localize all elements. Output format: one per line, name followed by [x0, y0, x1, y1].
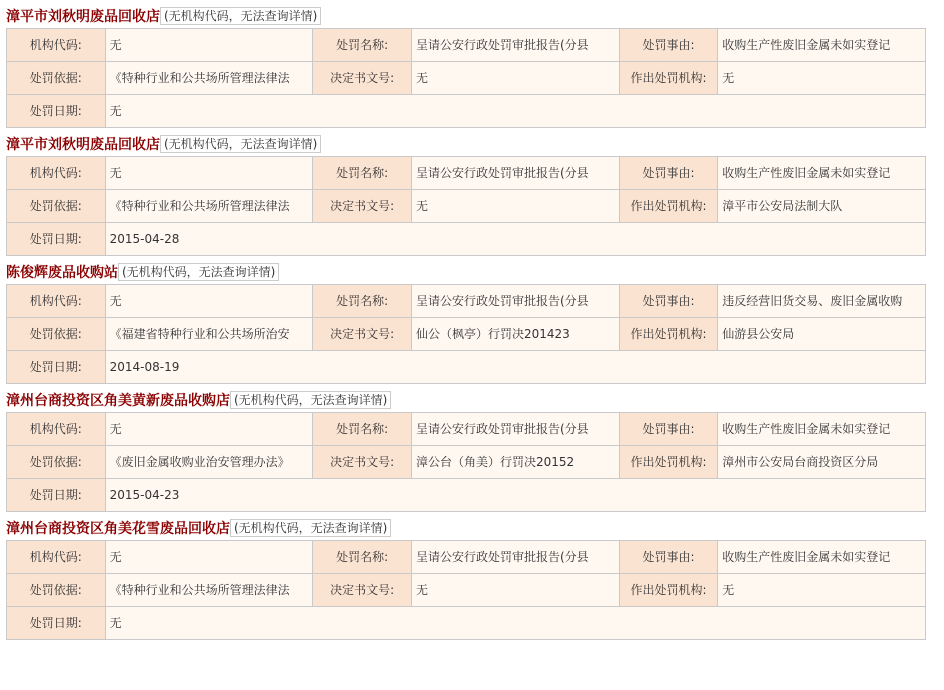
org-code-text: 无 — [109, 293, 122, 308]
table-row — [7, 479, 926, 512]
decision-no-value — [411, 446, 619, 479]
penalty-date-value — [105, 351, 925, 384]
decision-no-label: 决定书文号: — [313, 62, 412, 95]
penalty-reason-label: 处罚事由: — [619, 541, 718, 574]
penalty-reason-text: 收购生产性废旧金属未如实登记 — [722, 165, 891, 180]
decision-no-text: 仙公（枫亭）行罚决201423 — [415, 326, 570, 341]
issuing-org-value — [718, 318, 926, 351]
record-company-name[interactable]: 漳平市刘秋明废品回收店 — [6, 9, 160, 25]
record-no-code-note: (无机构代码，无法查询详情) — [230, 391, 391, 409]
issuing-org-label: 作出处罚机构: — [619, 446, 718, 479]
penalty-name-label: 处罚名称: — [313, 541, 412, 574]
issuing-org-text: 漳平市公安局法制大队 — [722, 198, 843, 213]
penalty-date-text: 无 — [109, 615, 122, 630]
penalty-name-value — [411, 157, 619, 190]
org-code-value — [105, 541, 313, 574]
org-code-label: 机构代码: — [7, 413, 106, 446]
issuing-org-label: 作出处罚机构: — [619, 190, 718, 223]
penalty-name-text: 呈请公安行政处罚审批报告(分县 — [415, 421, 589, 436]
org-code-value — [105, 413, 313, 446]
org-code-label: 机构代码: — [7, 157, 106, 190]
penalty-record — [6, 512, 926, 640]
decision-no-value — [411, 62, 619, 95]
record-header — [6, 384, 926, 412]
penalty-date-text: 2015-04-23 — [109, 487, 180, 502]
penalty-reason-value — [718, 29, 926, 62]
issuing-org-value — [718, 62, 926, 95]
penalty-name-value — [411, 541, 619, 574]
penalty-date-label: 处罚日期: — [7, 479, 106, 512]
issuing-org-value — [718, 190, 926, 223]
record-header — [6, 0, 926, 28]
penalty-record — [6, 256, 926, 384]
record-header — [6, 128, 926, 156]
penalty-date-value — [105, 479, 925, 512]
penalty-basis-value — [105, 446, 313, 479]
penalty-date-label: 处罚日期: — [7, 223, 106, 256]
record-detail-table — [6, 284, 926, 384]
org-code-text: 无 — [109, 37, 122, 52]
org-code-text: 无 — [109, 421, 122, 436]
record-header — [6, 512, 926, 540]
penalty-basis-label: 处罚依据: — [7, 318, 106, 351]
penalty-date-text: 无 — [109, 103, 122, 118]
penalty-reason-value — [718, 541, 926, 574]
penalty-basis-text: 《特种行业和公共场所管理法律法 — [109, 70, 290, 85]
penalty-basis-value — [105, 190, 313, 223]
record-company-name[interactable]: 陈俊辉废品收购站 — [6, 265, 118, 281]
record-detail-table — [6, 156, 926, 256]
issuing-org-text: 仙游县公安局 — [722, 326, 795, 341]
penalty-reason-label: 处罚事由: — [619, 29, 718, 62]
table-row — [7, 62, 926, 95]
record-company-name[interactable]: 漳州台商投资区角美黄新废品收购店 — [6, 393, 230, 409]
table-row — [7, 223, 926, 256]
penalty-record — [6, 0, 926, 128]
issuing-org-label: 作出处罚机构: — [619, 318, 718, 351]
penalty-date-value — [105, 95, 925, 128]
decision-no-value — [411, 574, 619, 607]
decision-no-value — [411, 318, 619, 351]
penalty-reason-text: 收购生产性废旧金属未如实登记 — [722, 549, 891, 564]
org-code-value — [105, 285, 313, 318]
penalty-date-value — [105, 607, 925, 640]
decision-no-text: 漳公台（角美）行罚决20152 — [415, 454, 575, 469]
issuing-org-text: 无 — [722, 582, 735, 597]
penalty-basis-value — [105, 62, 313, 95]
org-code-value — [105, 157, 313, 190]
record-no-code-note: (无机构代码，无法查询详情) — [160, 7, 321, 25]
table-row — [7, 541, 926, 574]
penalty-reason-label: 处罚事由: — [619, 413, 718, 446]
decision-no-label: 决定书文号: — [313, 190, 412, 223]
penalty-record — [6, 384, 926, 512]
penalty-reason-label: 处罚事由: — [619, 285, 718, 318]
penalty-name-text: 呈请公安行政处罚审批报告(分县 — [415, 165, 589, 180]
penalty-basis-text: 《福建省特种行业和公共场所治安 — [109, 326, 290, 341]
record-no-code-note: (无机构代码，无法查询详情) — [118, 263, 279, 281]
penalty-date-text: 2014-08-19 — [109, 359, 180, 374]
penalty-basis-value — [105, 574, 313, 607]
penalty-reason-value — [718, 413, 926, 446]
penalty-basis-value — [105, 318, 313, 351]
issuing-org-value — [718, 574, 926, 607]
table-row — [7, 95, 926, 128]
table-row — [7, 413, 926, 446]
penalty-reason-value — [718, 285, 926, 318]
table-row — [7, 607, 926, 640]
decision-no-label: 决定书文号: — [313, 318, 412, 351]
org-code-label: 机构代码: — [7, 541, 106, 574]
decision-no-text: 无 — [415, 198, 428, 213]
decision-no-value — [411, 190, 619, 223]
penalty-basis-label: 处罚依据: — [7, 62, 106, 95]
issuing-org-label: 作出处罚机构: — [619, 62, 718, 95]
record-detail-table — [6, 28, 926, 128]
penalty-basis-text: 《特种行业和公共场所管理法律法 — [109, 198, 290, 213]
penalty-date-text: 2015-04-28 — [109, 231, 180, 246]
table-row — [7, 318, 926, 351]
penalty-basis-text: 《废旧金属收购业治安管理办法》 — [109, 454, 290, 469]
penalty-reason-text: 收购生产性废旧金属未如实登记 — [722, 421, 891, 436]
penalty-name-value — [411, 285, 619, 318]
penalty-name-text: 呈请公安行政处罚审批报告(分县 — [415, 549, 589, 564]
penalty-name-label: 处罚名称: — [313, 285, 412, 318]
penalty-basis-label: 处罚依据: — [7, 574, 106, 607]
decision-no-label: 决定书文号: — [313, 446, 412, 479]
penalty-date-label: 处罚日期: — [7, 95, 106, 128]
penalty-name-label: 处罚名称: — [313, 29, 412, 62]
penalty-reason-text: 违反经营旧货交易、废旧金属收购 — [722, 293, 903, 308]
table-row — [7, 29, 926, 62]
record-header — [6, 256, 926, 284]
table-row — [7, 446, 926, 479]
penalty-basis-text: 《特种行业和公共场所管理法律法 — [109, 582, 290, 597]
table-row — [7, 574, 926, 607]
decision-no-text: 无 — [415, 70, 428, 85]
org-code-text: 无 — [109, 165, 122, 180]
penalty-name-label: 处罚名称: — [313, 157, 412, 190]
penalty-reason-text: 收购生产性废旧金属未如实登记 — [722, 37, 891, 52]
table-row — [7, 351, 926, 384]
org-code-label: 机构代码: — [7, 285, 106, 318]
issuing-org-value — [718, 446, 926, 479]
penalty-name-label: 处罚名称: — [313, 413, 412, 446]
table-row — [7, 190, 926, 223]
penalty-basis-label: 处罚依据: — [7, 446, 106, 479]
penalty-name-text: 呈请公安行政处罚审批报告(分县 — [415, 293, 589, 308]
table-row — [7, 285, 926, 318]
penalty-date-label: 处罚日期: — [7, 351, 106, 384]
penalty-name-value — [411, 413, 619, 446]
issuing-org-text: 无 — [722, 70, 735, 85]
record-detail-table — [6, 540, 926, 640]
penalty-date-value — [105, 223, 925, 256]
decision-no-text: 无 — [415, 582, 428, 597]
penalty-name-value — [411, 29, 619, 62]
issuing-org-text: 漳州市公安局台商投资区分局 — [722, 454, 879, 469]
penalty-date-label: 处罚日期: — [7, 607, 106, 640]
record-company-name[interactable]: 漳州台商投资区角美花雪废品回收店 — [6, 521, 230, 537]
org-code-value — [105, 29, 313, 62]
penalty-basis-label: 处罚依据: — [7, 190, 106, 223]
issuing-org-label: 作出处罚机构: — [619, 574, 718, 607]
penalty-name-text: 呈请公安行政处罚审批报告(分县 — [415, 37, 589, 52]
table-row — [7, 157, 926, 190]
record-company-name[interactable]: 漳平市刘秋明废品回收店 — [6, 137, 160, 153]
penalty-reason-value — [718, 157, 926, 190]
record-no-code-note: (无机构代码，无法查询详情) — [230, 519, 391, 537]
record-detail-table — [6, 412, 926, 512]
penalty-reason-label: 处罚事由: — [619, 157, 718, 190]
decision-no-label: 决定书文号: — [313, 574, 412, 607]
org-code-text: 无 — [109, 549, 122, 564]
penalty-record — [6, 128, 926, 256]
record-no-code-note: (无机构代码，无法查询详情) — [160, 135, 321, 153]
org-code-label: 机构代码: — [7, 29, 106, 62]
